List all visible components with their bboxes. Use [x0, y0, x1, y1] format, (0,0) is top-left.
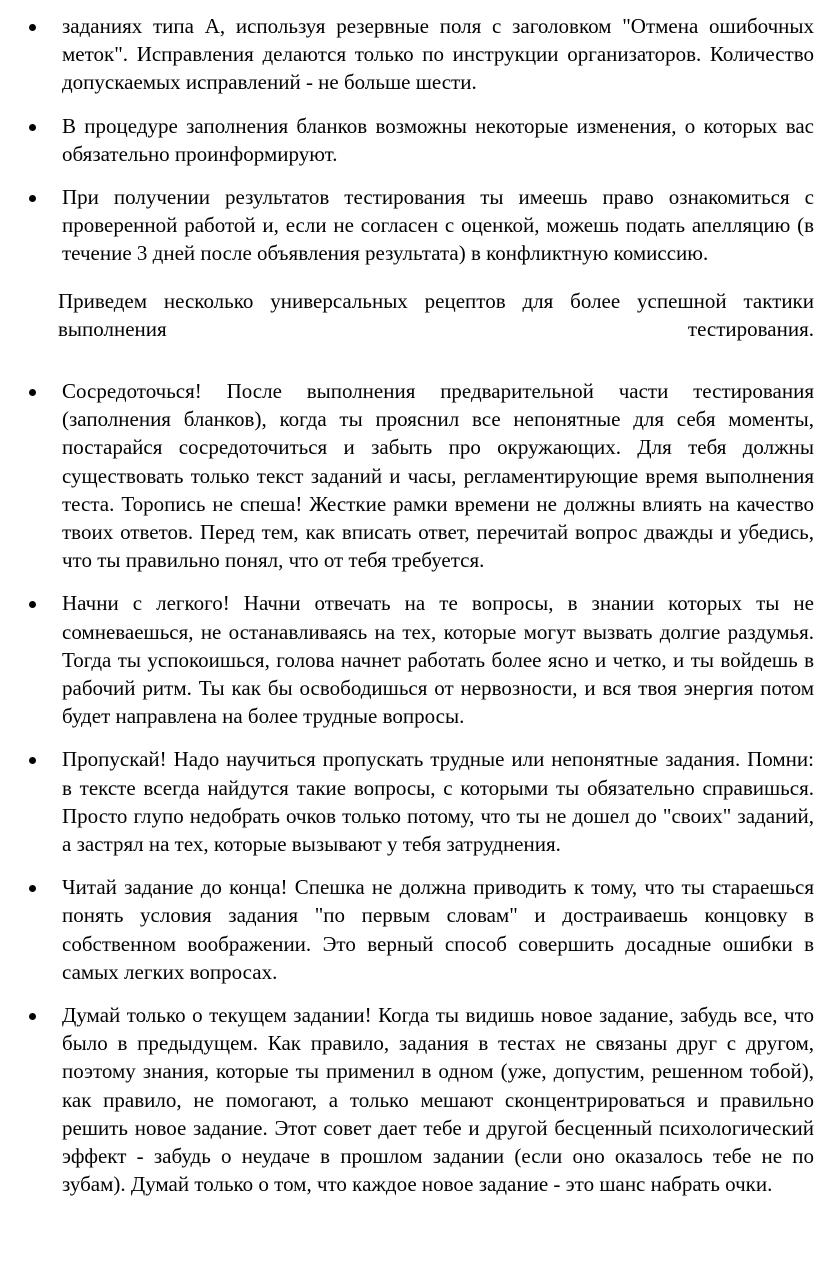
- list-item: [0, 112, 816, 168]
- list-item: [0, 873, 816, 986]
- bullet-icon: [29, 195, 36, 202]
- bullet-icon: [29, 24, 36, 31]
- list-item: [0, 12, 816, 97]
- bullet-icon: [29, 601, 36, 608]
- bullet-icon: [29, 757, 36, 764]
- rules-bullet-list: [0, 12, 816, 283]
- list-item: [0, 183, 816, 268]
- tips-bullet-list: [0, 377, 816, 1213]
- list-item-text: заданиях типа А, используя резервные поля с заголовком "Отмена ошибочных меток". Исправления делаются только по инструкции организаторов. Количество допускаемых исправлений - не больше шести.: [62, 14, 814, 95]
- bullet-icon: [29, 885, 36, 892]
- list-item-text: В процедуре заполнения бланков возможны некоторые изменения, о которых вас обязательно проинформируют.: [62, 113, 814, 166]
- bullet-icon: [29, 1013, 36, 1020]
- list-item-text: Думай только о текущем задании! Когда ты видишь новое задание, забудь все, что было в предыдущем. Как правило, задания в тестах не связаны друг с другом, поэтому знания, которые ты применил в одном (уже, допустим, решенном тобой), как правило, не помогают, а только мешают сконцентрироваться и правильно решить новое задание. Этот совет дает тебе и другой бесценный психологический эффект - забудь о неудаче в прошлом задании (если оно оказалось тебе не по зубам). Думай только о том, что каждое новое задание - это шанс набрать очки.: [62, 1003, 814, 1197]
- bullet-icon: [29, 389, 36, 396]
- list-item: [0, 377, 816, 574]
- list-item: [0, 589, 816, 730]
- bullet-icon: [29, 124, 36, 131]
- list-item-text: Читай задание до конца! Спешка не должна приводить к тому, что ты стараешься понять условия задания "по первым словам" и достраиваешь концовку в собственном воображении. Это верный способ совершить досадные ошибки в самых легких вопросах.: [62, 875, 814, 984]
- list-item-text: Пропускай! Надо научиться пропускать трудные или непонятные задания. Помни: в тексте всегда найдутся такие вопросы, с которыми ты обязательно справишься. Просто глупо недобрать очков только потому, что ты не дошел до "своих" заданий, а застрял на тех, которые вызывают у тебя затруднения.: [62, 747, 814, 857]
- list-item: [0, 1001, 816, 1198]
- list-item: [0, 745, 816, 858]
- list-item-text: При получении результатов тестирования ты имеешь право ознакомиться с проверенной работой и, если не согласен с оценкой, можешь подать апелляцию (в течение 3 дней после объявления результата) в конфликтную комиссию.: [62, 185, 814, 266]
- list-item-text: Сосредоточься! После выполнения предварительной части тестирования (заполнения бланков), когда ты прояснил все непонятные для себя моменты, постарайся сосредоточиться и забыть про окружающих. Для тебя должны существовать только текст заданий и часы, регламентирующие время выполнения теста. Торопись не спеша! Жесткие рамки времени не должны влиять на качество твоих ответов. Перед тем, как вписать ответ, перечитай вопрос дважды и убедись, что ты правильно понял, что от тебя требуется.: [62, 379, 814, 573]
- list-item-text: Начни с легкого! Начни отвечать на те вопросы, в знании которых ты не сомневаешься, не останавливаясь на тех, которые могут вызвать долгие раздумья. Тогда ты успокоишься, голова начнет работать более ясно и четко, и ты войдешь в рабочий ритм. Ты как бы освободишься от нервозности, и вся твоя энергия потом будет направлена на более трудные вопросы.: [62, 591, 814, 729]
- intro-paragraph: Приведем несколько универсальных рецептов для более успешной тактики выполнения тестирования.: [58, 289, 814, 342]
